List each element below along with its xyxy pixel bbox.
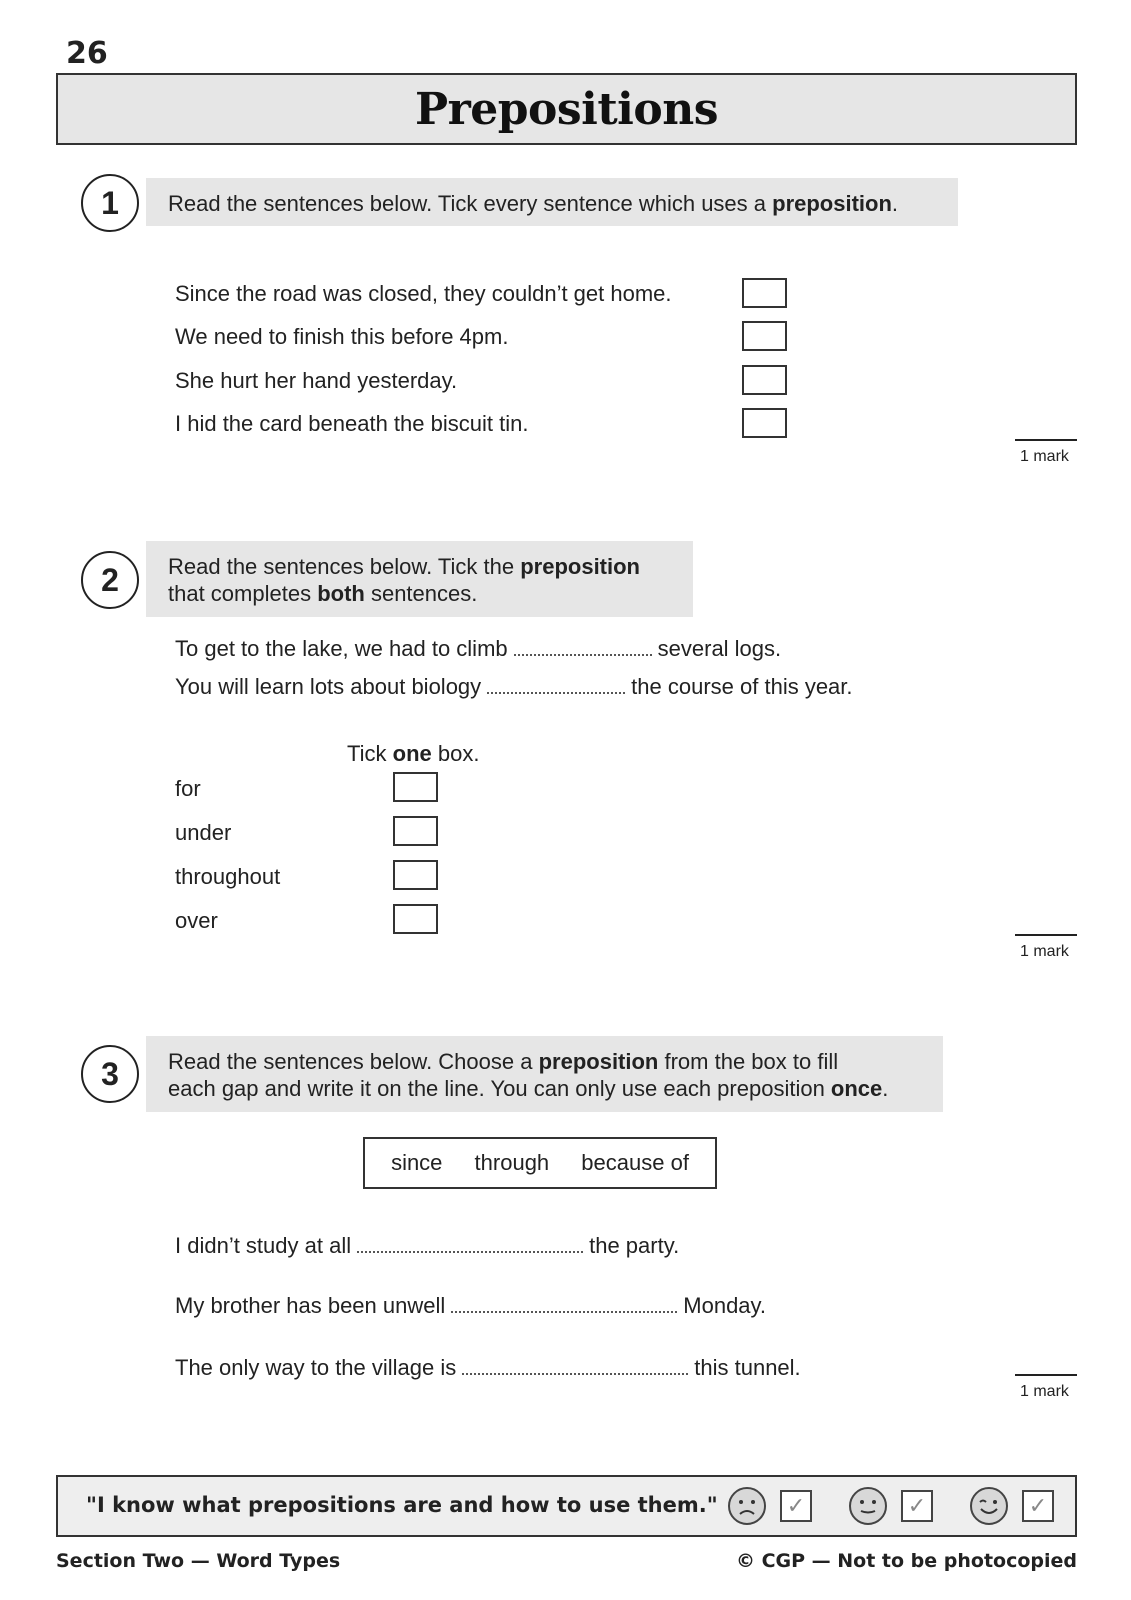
happy-tick-box[interactable]: ✓ [1022, 1490, 1054, 1522]
page-number: 26 [66, 36, 108, 71]
q2-gap-1 [514, 642, 652, 656]
word-through: through [474, 1150, 550, 1175]
question-3-number: 3 [81, 1045, 139, 1103]
q2-tickbox-throughout[interactable] [393, 860, 438, 890]
neutral-face-icon [849, 1487, 887, 1525]
sad-tick-box[interactable]: ✓ [780, 1490, 812, 1522]
q1-tickbox-2[interactable] [742, 321, 787, 351]
q2-sentence-2: You will learn lots about biology the course of this year. [175, 674, 853, 699]
title-bar [56, 73, 1077, 145]
preposition-word-box [363, 1137, 717, 1189]
q3-gap-1[interactable] [357, 1239, 583, 1253]
word-because-of: because of [581, 1150, 689, 1175]
section-label: Section Two — Word Types [56, 1550, 341, 1572]
q2-tick-instruction: Tick one box. [347, 741, 480, 766]
q1-sentence-4: I hid the card beneath the biscuit tin. [175, 411, 529, 436]
q1-tickbox-4[interactable] [742, 408, 787, 438]
q2-mark-label: 1 mark [1020, 943, 1069, 960]
neutral-tick-box[interactable]: ✓ [901, 1490, 933, 1522]
q1-sentence-3: She hurt her hand yesterday. [175, 368, 458, 393]
q3-sentence-3: The only way to the village is this tunnel. [175, 1355, 801, 1380]
q3-sentence-2: My brother has been unwell Monday. [175, 1293, 767, 1318]
q2-option-throughout: throughout [175, 864, 281, 889]
happy-face-icon [970, 1487, 1008, 1525]
q1-tickbox-1[interactable] [742, 278, 787, 308]
q1-tickbox-3[interactable] [742, 365, 787, 395]
question-3-instruction: Read the sentences below. Choose a preposition from the box to fill each gap and write it on the line. You can only use each preposition once. [146, 1036, 943, 1112]
q3-sentence-1: I didn’t study at all the party. [175, 1233, 680, 1258]
q3-gap-2[interactable] [451, 1299, 677, 1313]
q2-tickbox-over[interactable] [393, 904, 438, 934]
q2-option-for: for [175, 776, 201, 801]
q1-mark-line [1015, 439, 1077, 441]
q2-tickbox-for[interactable] [393, 772, 438, 802]
question-2-number: 2 [81, 551, 139, 609]
sad-face-icon [728, 1487, 766, 1525]
question-1-instruction: Read the sentences below. Tick every sentence which uses a preposition. [146, 178, 958, 226]
question-2-instruction: Read the sentences below. Tick the preposition that completes both sentences. [146, 541, 693, 617]
q2-sentence-1: To get to the lake, we had to climb several logs. [175, 636, 782, 661]
copyright-label: © CGP — Not to be photocopied [735, 1550, 1077, 1572]
q2-option-over: over [175, 908, 218, 933]
q2-option-under: under [175, 820, 232, 845]
q1-mark-label: 1 mark [1020, 448, 1069, 465]
q3-mark-label: 1 mark [1020, 1383, 1069, 1400]
q3-gap-3[interactable] [462, 1361, 688, 1375]
q2-gap-2 [487, 680, 625, 694]
question-1-number: 1 [81, 174, 139, 232]
q3-mark-line [1015, 1374, 1077, 1376]
self-assessment-quote: "I know what prepositions are and how to use them." [86, 1493, 718, 1517]
q2-tickbox-under[interactable] [393, 816, 438, 846]
q1-sentence-1: Since the road was closed, they couldn’t get home. [175, 281, 672, 306]
q1-sentence-2: We need to finish this before 4pm. [175, 324, 509, 349]
page-title: Prepositions [414, 83, 718, 135]
word-since: since [391, 1150, 443, 1175]
q2-mark-line [1015, 934, 1077, 936]
